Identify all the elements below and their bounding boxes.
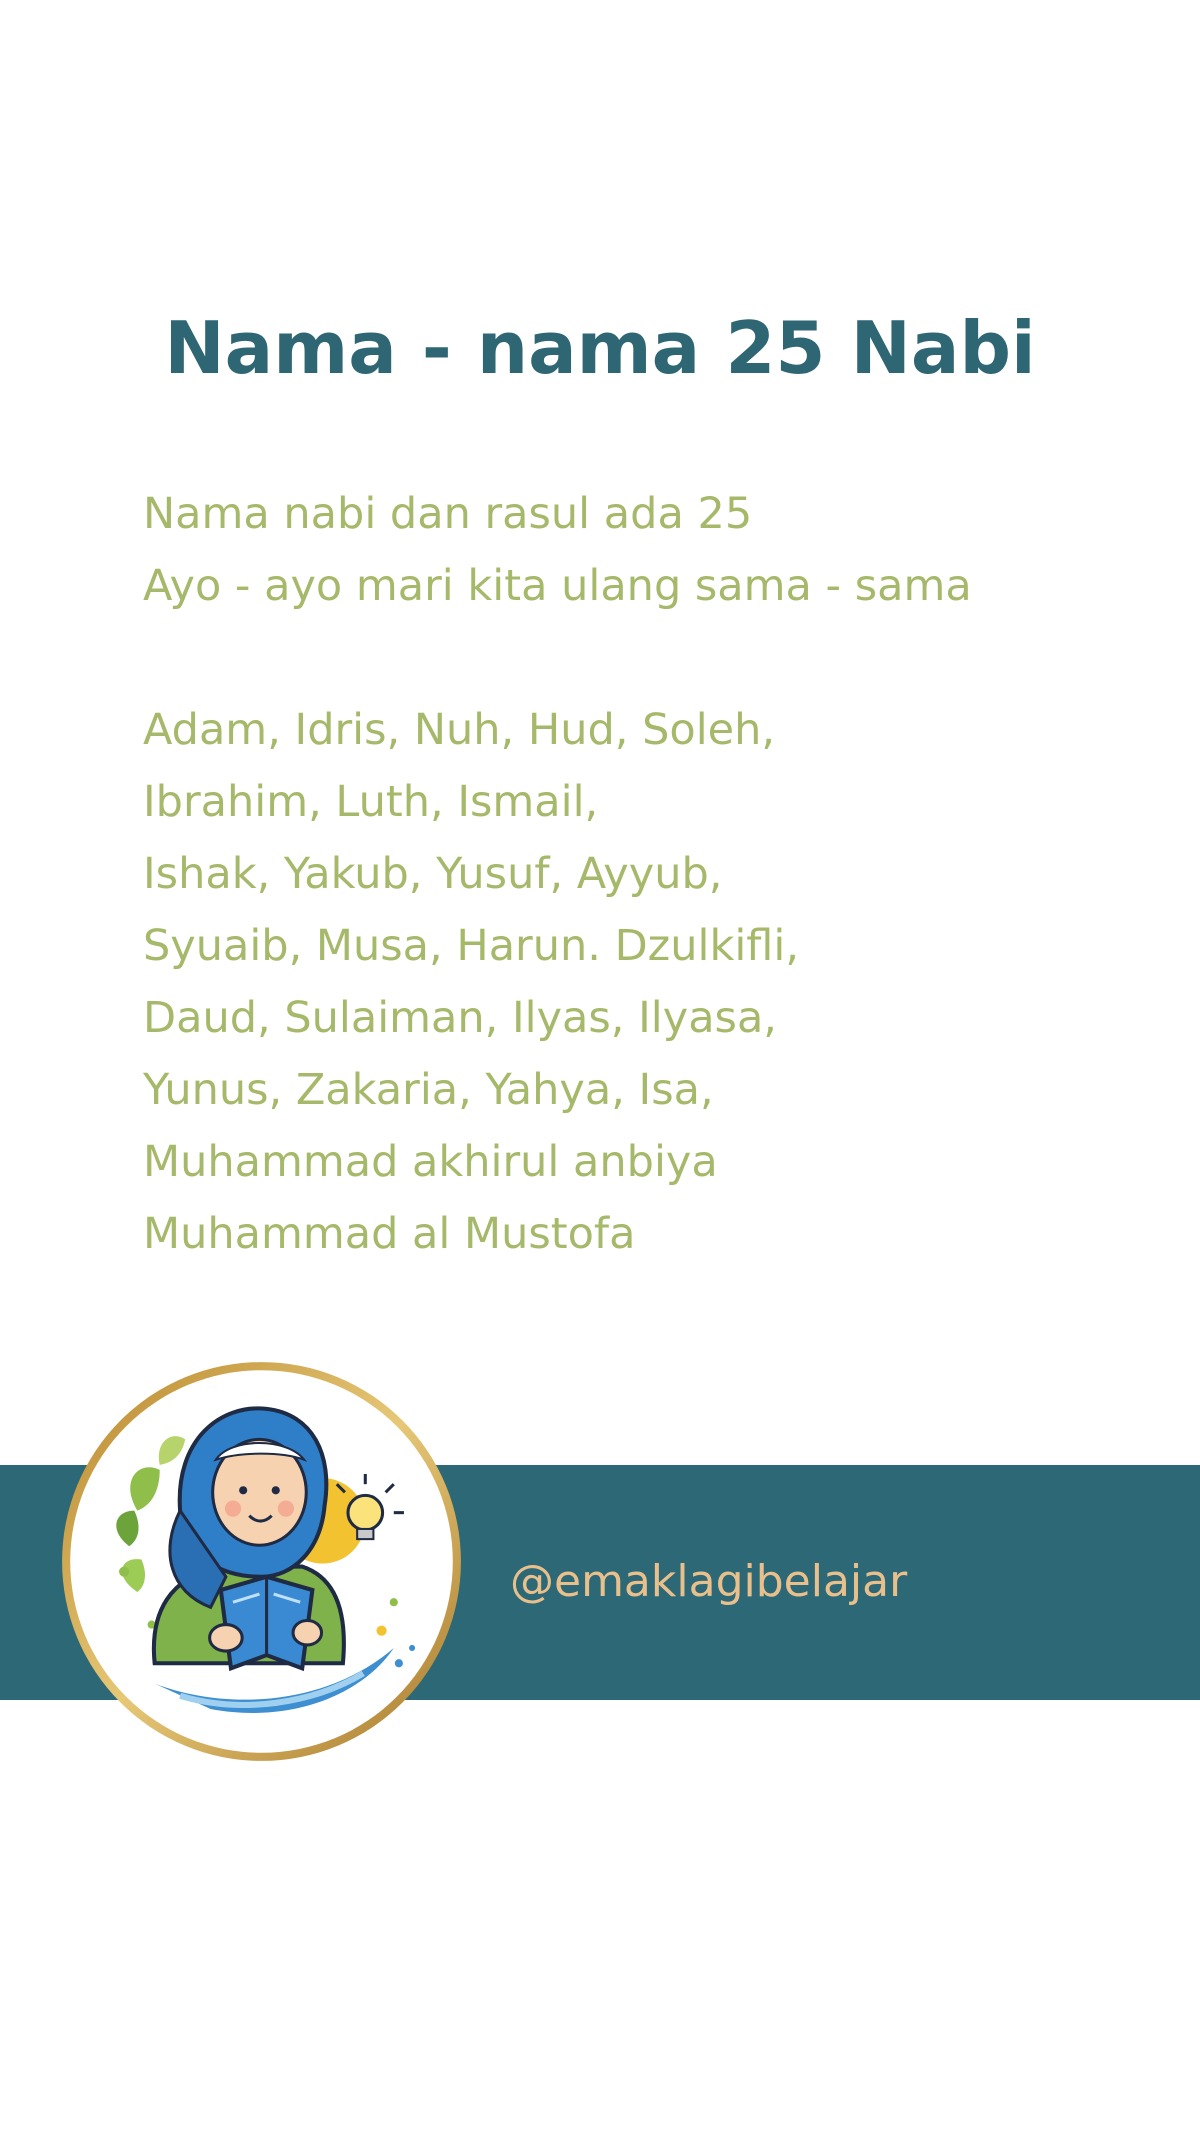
lyric-line: Nama nabi dan rasul ada 25 <box>143 489 753 539</box>
girl-reading-book-icon <box>58 1358 465 1765</box>
lyric-line: Muhammad al Mustofa <box>143 1209 636 1259</box>
page-title: Nama - nama 25 Nabi <box>164 306 1036 390</box>
lyric-line: Ibrahim, Luth, Ismail, <box>143 777 599 827</box>
lyric-line: Muhammad akhirul anbiya <box>143 1137 718 1187</box>
lyric-line: Ayo - ayo mari kita ulang sama - sama <box>143 561 972 611</box>
lyric-line: Yunus, Zakaria, Yahya, Isa, <box>143 1065 714 1115</box>
social-handle: @emaklagibelajar <box>510 1556 908 1607</box>
lyric-line: Daud, Sulaiman, Ilyas, Ilyasa, <box>143 993 777 1043</box>
avatar-logo <box>58 1358 465 1765</box>
lyric-line: Adam, Idris, Nuh, Hud, Soleh, <box>143 705 776 755</box>
lyric-line: Syuaib, Musa, Harun. Dzulkifli, <box>143 921 800 971</box>
lyric-line: Ishak, Yakub, Yusuf, Ayyub, <box>143 849 723 899</box>
